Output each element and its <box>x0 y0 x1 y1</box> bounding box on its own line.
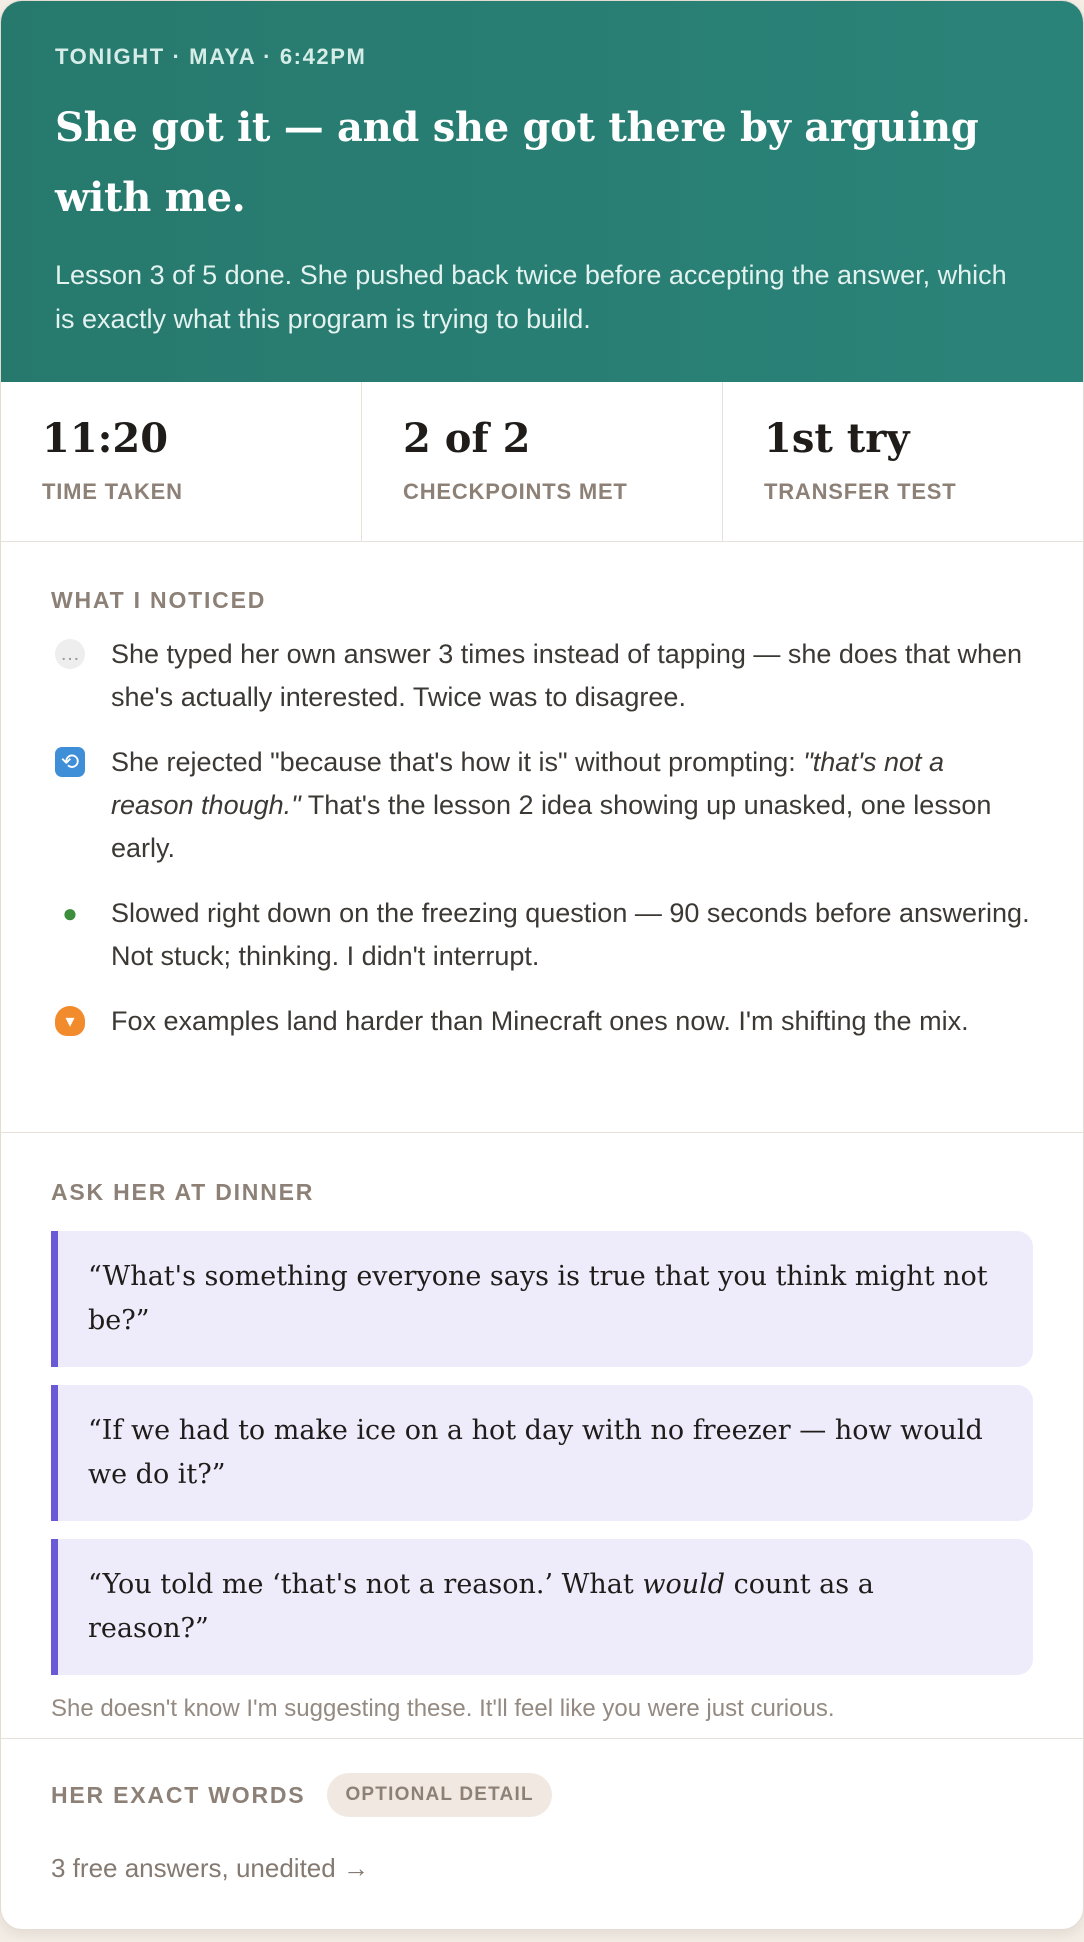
notice-item <box>51 633 1033 719</box>
summary-title: She got it — and she got there by arguing with me. <box>55 104 979 221</box>
section-title: WHAT I NOTICED <box>51 587 267 613</box>
notice-text: Fox examples land harder than Minecraft ones now. I'm shifting the mix. <box>111 1006 969 1036</box>
question-text: “You told me ‘that's not a reason.’ What <box>88 1569 643 1600</box>
dinner-note: She doesn't know I'm suggesting these. It'll feel like you were just curious. <box>51 1695 835 1722</box>
stat-checkpoints <box>362 382 723 541</box>
optional-detail-badge: OPTIONAL DETAIL <box>327 1773 551 1817</box>
stat-value: 11:20 <box>42 415 169 462</box>
what-i-noticed-section <box>1 542 1083 1133</box>
notice-text: That's the lesson 2 idea showing up unasked, one lesson early. <box>111 790 992 863</box>
speech-bubble-icon: … <box>55 639 85 669</box>
stat-label: CHECKPOINTS MET <box>403 479 628 504</box>
dinner-question <box>51 1231 1033 1367</box>
notice-text: Slowed right down on the freezing question — 90 seconds before answering. Not stuck; thinking. I didn't interrupt. <box>111 898 1030 971</box>
ask-her-at-dinner-section <box>1 1133 1083 1739</box>
turtle-icon: ● <box>62 898 78 928</box>
fox-icon: ▾ <box>55 1006 85 1036</box>
summary-header <box>1 1 1083 382</box>
words-header <box>51 1773 1033 1817</box>
stat-value: 1st try <box>764 415 910 462</box>
summary-text: Lesson 3 of 5 done. She pushed back twice before accepting the answer, which is exactly what this program is trying to build. <box>55 260 1007 334</box>
notice-item <box>51 892 1033 978</box>
section-title: HER EXACT WORDS <box>51 1782 306 1808</box>
session-eyebrow: TONIGHT · MAYA · 6:42PM <box>55 44 367 69</box>
notice-text: She rejected "because that's how it is" without prompting: <box>111 747 804 777</box>
dinner-question <box>51 1385 1033 1521</box>
question-text: “What's something everyone says is true that you think might not be?” <box>88 1261 988 1336</box>
stat-time-taken <box>1 382 362 541</box>
stats-row <box>1 382 1083 542</box>
her-exact-words-section <box>1 1739 1083 1885</box>
notice-item <box>51 741 1033 870</box>
stat-transfer-test <box>723 382 1083 541</box>
notice-text: She typed her own answer 3 times instead of tapping — she does that when she's actually interested. Twice was to disagree. <box>111 639 1023 712</box>
stat-label: TIME TAKEN <box>42 479 183 504</box>
stat-label: TRANSFER TEST <box>764 479 957 504</box>
question-text: count as a reason?” <box>88 1569 874 1644</box>
notice-quote: "that's not a reason though." <box>111 747 945 820</box>
notice-item <box>51 1000 1033 1043</box>
question-emphasis: would <box>642 1569 726 1600</box>
dinner-question <box>51 1539 1033 1675</box>
stat-value: 2 of 2 <box>403 415 531 462</box>
free-answers-link[interactable]: 3 free answers, unedited → <box>51 1853 369 1883</box>
repeat-icon: ⟲ <box>55 747 85 777</box>
question-text: “If we had to make ice on a hot day with no freezer — how would we do it?” <box>88 1415 983 1490</box>
section-title: ASK HER AT DINNER <box>51 1179 315 1205</box>
